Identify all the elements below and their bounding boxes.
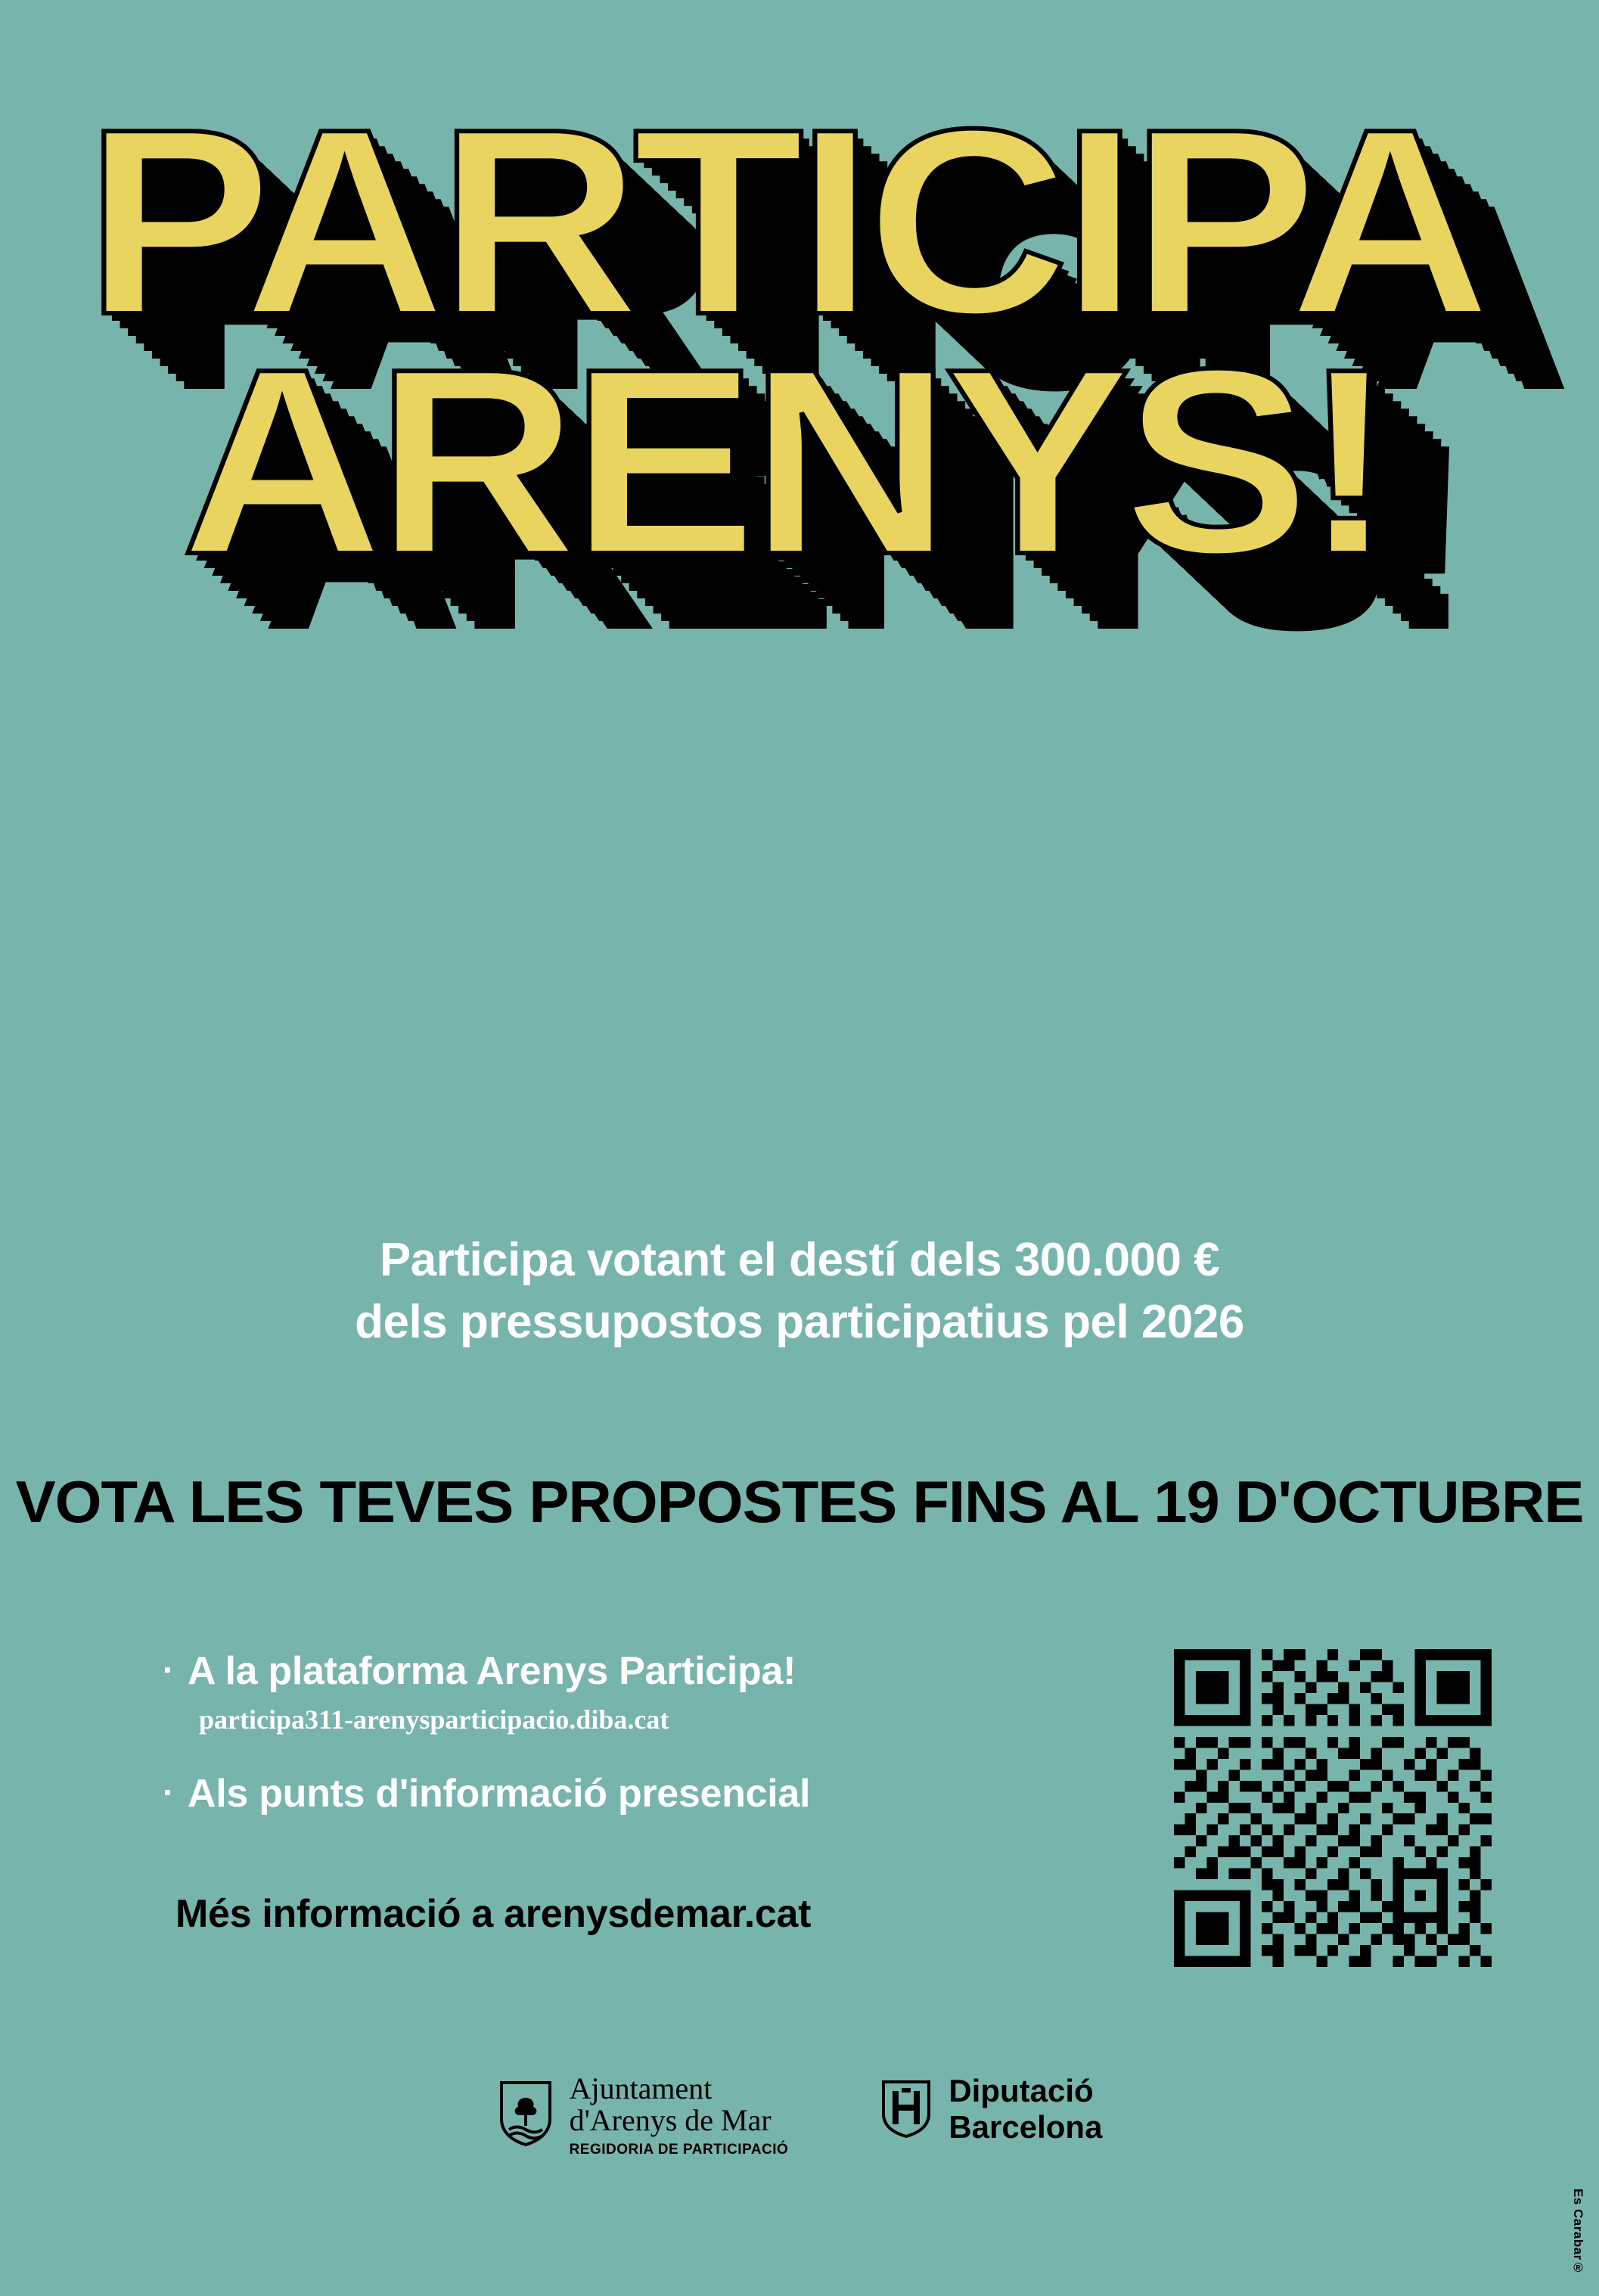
bullet-dot-icon: · bbox=[163, 1650, 175, 1689]
qr-code[interactable] bbox=[1174, 1649, 1492, 1967]
designer-credit: Es Carabar® bbox=[1571, 2188, 1585, 2275]
ajuntament-line-2: d'Arenys de Mar bbox=[569, 2103, 772, 2137]
headline-line-1: PARTICIPA bbox=[85, 74, 1484, 370]
platform-url[interactable]: participa311-arenysparticipacio.diba.cat bbox=[199, 1704, 669, 1735]
barcelona-crest-icon bbox=[879, 2077, 933, 2142]
diputacio-logo bbox=[879, 2073, 1102, 2146]
subtitle-line-1: Participa votant el destí dels 300.000 € bbox=[379, 1234, 1220, 1286]
subtitle-line-2: dels pressupostos participatius pel 2026 bbox=[355, 1295, 1244, 1348]
ajuntament-logo bbox=[497, 2073, 789, 2158]
list-item bbox=[163, 1649, 1055, 1695]
info-list bbox=[163, 1649, 1055, 1817]
bullet-1-label: A la plataforma Arenys Participa! bbox=[188, 1649, 796, 1693]
list-item bbox=[163, 1772, 1055, 1817]
ajuntament-line-1: Ajuntament bbox=[569, 2071, 713, 2105]
subtitle bbox=[0, 1229, 1599, 1353]
footer-logos bbox=[0, 2073, 1599, 2158]
bullet-dot-icon: · bbox=[163, 1772, 175, 1812]
ajuntament-line-3: REGIDORIA DE PARTICIPACIÓ bbox=[569, 2142, 789, 2158]
deadline-text: VOTA LES TEVES PROPOSTES FINS AL 19 D'OCTUBRE bbox=[15, 1468, 1584, 1535]
headline-line-2: ARENYS! bbox=[181, 314, 1388, 610]
headline bbox=[0, 74, 1599, 610]
tree-coat-of-arms-icon bbox=[497, 2080, 554, 2150]
diputacio-line-2: Barcelona bbox=[949, 2109, 1103, 2145]
bullet-2-label: Als punts d'informació presencial bbox=[188, 1771, 811, 1816]
more-info-text: Més informació a arenysdemar.cat bbox=[175, 1892, 812, 1936]
diputacio-line-1: Diputació bbox=[949, 2073, 1094, 2108]
